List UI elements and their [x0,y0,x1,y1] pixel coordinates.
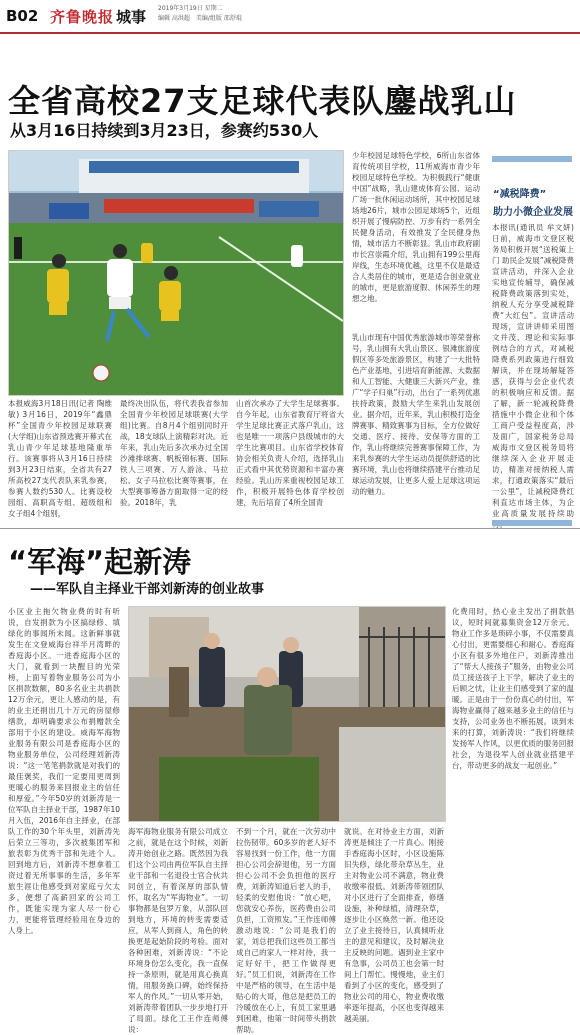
page-number: B02 [6,7,39,25]
sidebar-top-bar [492,156,572,162]
header-divider [0,32,580,34]
sidebar-title: “减税降费” [493,189,547,200]
article-col5: 乳山市现有中国优秀旅游城市等荣誉称号，乳山拥有大乳山景区、银滩旅游度假区等多处旅游景区，构建了一大批特色产业基地，引进培育新能源、大数据和人工智能、大健康三大新兴产业，推广“学子归巢”行动，出台了一系列优惠扶持政策，鼓励大学生来乳山发展创业。据介绍，近年来，乳山积极打造金牌赛事、精致赛事为目标，全方位做好交通、医疗、接待、安保等方面的工作，乳山将继续完善赛事保障工作，为来乳参赛的大学生运动员提供舒适的比赛环境，乳山也将继续搭建平台推动足球运动发展，让更多人爱上足球这项运动的魅力。 [352,333,480,496]
football-match-photo [8,150,344,396]
sidebar-subtitle: 助力小微企业发展 [493,207,573,218]
article2-col4: 就说。在对待业主方面，刘新涛更是倾注了一片真心。刚接手香庭海小区时，小区设施陈旧失修，绿化带杂草丛生，业主对物业公司不满意，物业费收缴率很低。刘新涛带领团队对小区进行了全面排查，修缮设施，补种绿植，清理杂草，逐步让小区焕然一新。他还设立了业主接待日，认真倾听业主的意见和建议，及时解决业主反映的问题。遇到业主家中有急事，公司员工也会第一时间上门帮忙。慢慢地，业主们看到了小区的变化，感受到了物业公司的用心，物业费收缴率逐年提高，小区也变得越来越美丽。 [344,827,444,1023]
article2-col2: 海军海物业服务有限公司成立之前，就是在这个时候，刘新涛开始创业之路。既然因为我们这个公司由两位军队自主择业干部和一名退役士官合伙共同创立，有着深厚的部队情怀，取名为“军海物业”。一切事物都是包罗万象，从部队回到地方，环境的转变需要适应，从军人到商人，角色的转换更是起始阶段的考验。面对各种困难，刘新涛说：“不论环境身份怎么变化，我一直保持一条原则，就是用真心换真情，用服务换口碑，始终保持军人的作风。”一切从零开始，刘新涛带着团队一步步地打开了局面。绿化工王作连师傅说： [128,827,228,1034]
article-headline: 全省高校27支足球代表队鏖战乳山 [8,82,517,120]
editors-line: 编辑 高洪超 美编/组版 邵舒琨 [158,15,242,22]
section-divider [0,528,580,529]
article2-subhead: ——军队自主择业干部刘新涛的创业故事 [30,582,265,597]
section-title: 城事 [116,8,147,26]
newspaper-brand: 齐鲁晚报 [50,8,115,26]
article-col4: 少年校园足球特色学校，6所山东省体育传统项目学校，11所威海市青少年校园足球特色学校。为积极践行“健康中国”战略，乳山建成体育公园、运动广场一批休闲运动场所，其中校园足球场地26片，城市公园足球场5个，近组织开展了慢病防控、万步有约一系列全民健身活动，有效推发了全民健身热情，城市活力不断彰显。乳山市政府副市长宫崇霞介绍，乳山拥有199公里海岸线，生态环境优越，这里不仅是最适合人类居住的城市，更是适合创业就业的城市，更是旅游度假、休闲养生的理想之地。 [352,151,480,303]
article-col2: 最终决出队伍，将代表我省参加全国青少年校园足球联赛(大学组)比赛。自8月4个组别同时开战，18支球队上演精彩对决。近年来，乳山先后多次承办过全国沙滩排球赛、帆板锦标赛、国际铁人三项赛、万人游泳、马拉松、女子马拉松比赛等赛事，在大型赛事筹备方面取得一定的经验。2018年，乳 [120,399,228,507]
article2-col5: 化费用时，热心业主发出了捐款倡议，短时间就募集资金12万余元。物业工作多是琐碎小事，不仅需要真心付出，更需要细心和耐心。香庭海小区有很多外地住户，刘新涛推出了“帮大人接孩子”服务，由物业公司员工接送孩子上下学，解决了业主的后顾之忧，让业主们感受到了家的温暖。正是由于一份份真心的付出，军海物业赢得了越来越多业主的信任与支持，公司业务也不断拓展。谈到未来的打算，刘新涛说：“我们将继续发扬军人作风，以更优质的服务回报社会，为退役军人创业就业搭建平台，带动更多的战友一起创业。” [452,607,574,770]
tree-planting-photo [128,606,446,822]
article2-col1: 小区业主拖欠物业费的时有听说，自发捐款为小区搞绿修、填绿化的事闻所未闻。这新鲜事就发生在文登威海台祥半月湾畔的香庭海小区。一进香庭海小区的大门，就看到一块醒目的光荣榜，上面写着物业服务公司为小区捐款数额，80多名业主共捐款12万余元，更让人感动的是，有的业主还捐出几十万元的房屋修缮款，却明确要求公布捐赠款全部用于小区的建设。威海军海物业服务有限公司是香庭海小区的物业服务单位，公司经理刘新涛说：“这一笔笔捐款就是对我们的最佳褒奖，我们一定要用更周到更暖心的服务来回报业主的信任和厚爱。”今年50岁的刘新涛是一位军队自主择业干部，1987年10月入伍，2016年自主择业，在部队工作的30个年头里，刘新涛先后荣立三等功，多次被集团军和旅表彰为优秀干部和先进个人。回到地方后，刘新涛不想拿着工资过着无所事事的生活，多年军旅生涯让他感受到对家庭亏欠太多，便想了高薪回家的公司工作，既能实现为家人尽一份心力，更能将管理经验用在身边的人身上。 [8,607,120,935]
article-col3: 山首次承办了大学生足球赛事。自今年起，山东省教育厅将省大学生足球比赛正式落户乳山，这也是唯一一项落户县级城市的大学生比赛项目。山东省学校体育协会相关负责人介绍，选择乳山正式看中其优势资源和丰富办赛经验。乳山历来重视校园足球工作，积极开展特色体育学校创建，先后培育了4所全国青 [236,399,344,507]
article2-col3: 不到一个月，就在一次劳动中拉伤韧带。60多岁的老人好不容易找到一份工作，他一方面担心公司会辞退他，另一方面担心公司不会负担他的医疗费，刘新涛知道后老人的手，轻柔的安慰他说：“放心吧，您就安心养伤，医药费由公司负担，工资照发。”王作连师傅激动地说：“公司是我们的家，刘总把我们这些员工都当成自己的家人一样对待，我一定好好干，把工作做得更好。”员工们说，刘新涛在工作中是严格的领导，在生活中是贴心的大哥，他总是把员工的冷暖放在心上，有员工家里遇到困难，他第一时间带头捐款帮助。 [236,827,336,1034]
article-caption-col1: 本报威海3月18日讯(记者 陶维敏) 3月16日，2019年“鑫鼎杯”全国青少年校园足球联赛(大学组)山东省预选赛开幕式在乳山青少年足球基地隆重举行。该赛事将从3月16日持续到3月23日结束，全省共有27所高校27支代表队来乳参赛，参赛人数约530人。比赛设校园组、高职高专组、超级组和女子组4个组别， [8,399,112,518]
sidebar-text: 本报讯(通讯员 牟文妍) 日前，威海市文登区税务局积极开展“送税策上门 助民企发展”减税降费宣讲活动，并深入企业实地宣传辅导，确保减税降费政策落到实处，纳税人充分享受减税降费“大红包”。宣讲活动现场，宣讲讲师采用图文并茂、理论和实际事例结合的方式，对减税降费系列政策进行细致解读，并在现场解疑答惑，获得与会企业代表的积极响应和反馈。据了解，新一轮减税降费措施中小微企业和个体工商户受益程度高，涉及面广，国家税务总局威海市文登区税务局将继续深入企业开展走访，精准对接纳税人需求，打通政策落实“最后一公里”，让减税降费红利直达市场主体，为企业高质量发展持续助 [492,223,574,518]
tree-planting-photo-art [129,607,445,821]
header-meta [158,4,242,24]
football-photo-art [9,151,343,395]
article-subhead: 从3月16日持续到3月23日，参赛约530人 [10,121,319,140]
publish-date: 2019年3月19日 星期二 [158,5,223,12]
article2-headline: “军海”起新涛 [8,545,192,579]
sidebar-bottom-bar [492,520,572,526]
